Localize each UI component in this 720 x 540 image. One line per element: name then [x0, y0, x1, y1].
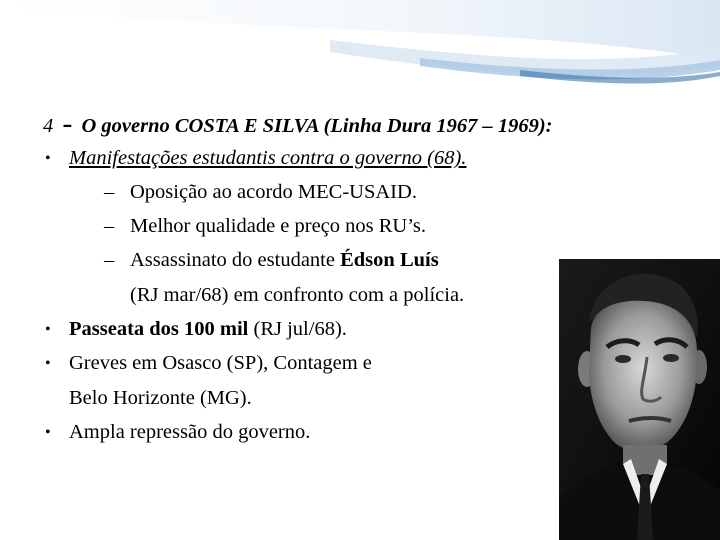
title-text: O governo COSTA E SILVA (Linha Dura 1967 – 1969):: [81, 115, 553, 137]
decorative-wave-header: [0, 0, 720, 110]
subitem-assassinato: [130, 248, 439, 272]
passeata-rest: (RJ jul/68).: [248, 318, 347, 340]
assassinato-text: Assassinato do estudante: [130, 249, 341, 271]
dash-marker: –: [104, 249, 115, 271]
bullet-passeata: [69, 317, 347, 341]
title-dash: -: [62, 107, 73, 140]
dash-marker: –: [104, 215, 115, 237]
bullet-marker: •: [45, 321, 51, 338]
bullet-manifestacoes: Manifestações estudantis contra o governo (68).: [69, 147, 467, 169]
bullet-marker: •: [45, 150, 51, 167]
subitem-mec-usaid: Oposição ao acordo MEC-USAID.: [130, 181, 417, 203]
edson-luis-name: Édson Luís: [340, 249, 439, 271]
bullet-repressao: Ampla repressão do governo.: [69, 421, 311, 443]
slide-title: [43, 106, 553, 140]
portrait-photo: [559, 259, 720, 540]
bullet-marker: •: [45, 424, 51, 441]
passeata-bold: Passeata dos 100 mil: [69, 318, 249, 340]
subitem-ru: Melhor qualidade e preço nos RU’s.: [130, 215, 427, 237]
bullet-marker: •: [45, 355, 51, 372]
bullet-greves: Greves em Osasco (SP), Contagem e: [69, 352, 372, 374]
bullet-greves-continuation: Belo Horizonte (MG).: [69, 387, 252, 409]
dash-marker: –: [104, 181, 115, 203]
title-number: 4: [43, 115, 54, 137]
subitem-assassinato-continuation: (RJ mar/68) em confronto com a polícia.: [130, 284, 465, 306]
